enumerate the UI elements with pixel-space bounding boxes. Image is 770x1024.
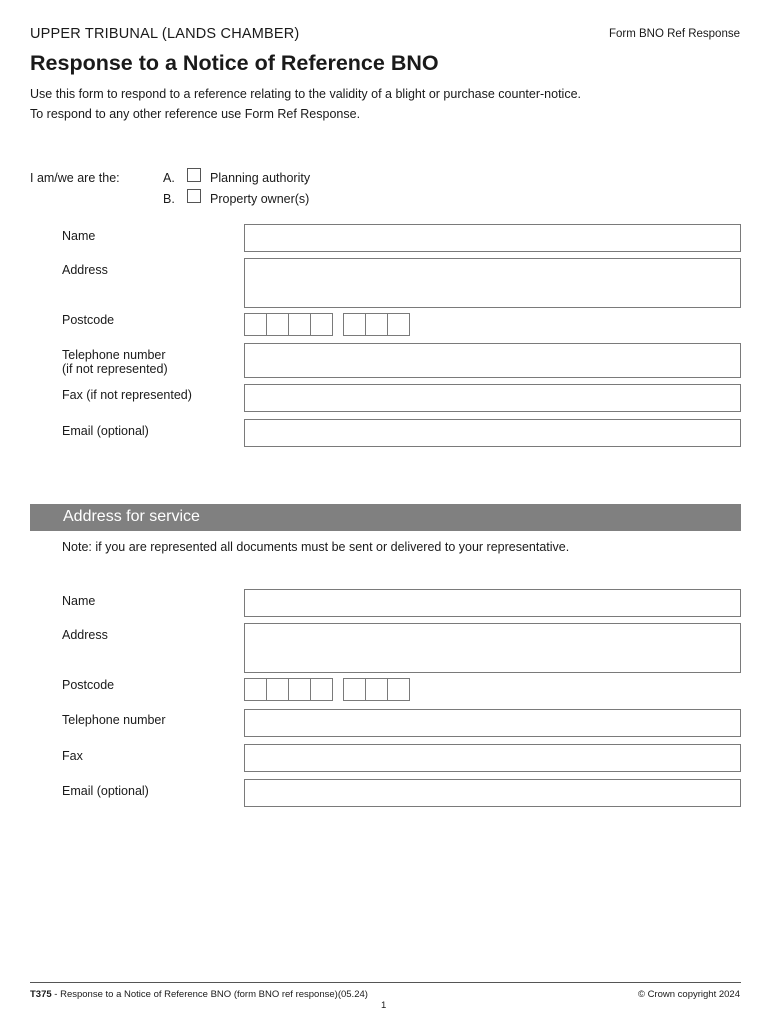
name-field[interactable] — [244, 224, 741, 252]
tribunal-name: UPPER TRIBUNAL (LANDS CHAMBER) — [30, 26, 300, 42]
intro-line-1: Use this form to respond to a reference relating to the validity of a blight or purchase counter-notice. — [30, 87, 581, 101]
service-note: Note: if you are represented all documents must be sent or delivered to your representative. — [62, 540, 570, 554]
role-label: I am/we are the: — [30, 171, 120, 185]
footer-form-description: - Response to a Notice of Reference BNO (form BNO ref response)(05.24) — [51, 989, 368, 1000]
address-field[interactable] — [244, 258, 741, 308]
property-owner-checkbox[interactable] — [187, 189, 201, 203]
footer-form-code: T375 — [30, 989, 52, 1000]
service-section-title: Address for service — [63, 508, 200, 525]
service-address-field[interactable] — [244, 623, 741, 673]
role-option-b-letter: B. — [163, 192, 175, 206]
service-fax-label: Fax — [62, 749, 83, 763]
role-option-a-letter: A. — [163, 171, 175, 185]
telephone-sublabel: (if not represented) — [62, 362, 168, 376]
service-telephone-label: Telephone number — [62, 713, 166, 727]
form-reference: Form BNO Ref Response — [608, 28, 740, 40]
footer-divider — [30, 982, 741, 983]
address-label: Address — [62, 263, 108, 277]
name-label: Name — [62, 229, 96, 243]
page-title: Response to a Notice of Reference BNO — [30, 51, 439, 75]
telephone-field[interactable] — [244, 343, 741, 378]
copyright-notice: © Crown copyright 2024 — [637, 989, 740, 1000]
postcode-inward-field[interactable] — [343, 313, 410, 336]
intro-text — [30, 85, 581, 124]
footer-form-info — [30, 989, 368, 1000]
telephone-label: Telephone number — [62, 348, 166, 362]
fax-field[interactable] — [244, 384, 741, 412]
email-label: Email (optional) — [62, 424, 149, 438]
role-option-b-label: Property owner(s) — [210, 192, 310, 206]
service-fax-field[interactable] — [244, 744, 741, 772]
fax-label: Fax (if not represented) — [62, 388, 192, 402]
service-email-label: Email (optional) — [62, 784, 149, 798]
postcode-label: Postcode — [62, 313, 115, 327]
service-postcode-inward-field[interactable] — [343, 678, 410, 701]
intro-line-2: To respond to any other reference use Form Ref Response. — [30, 106, 361, 121]
service-postcode-outward-field[interactable] — [244, 678, 333, 701]
page-number: 1 — [381, 1000, 387, 1011]
service-telephone-field[interactable] — [244, 709, 741, 737]
role-option-a-label: Planning authority — [210, 171, 311, 185]
postcode-outward-field[interactable] — [244, 313, 333, 336]
service-email-field[interactable] — [244, 779, 741, 807]
service-postcode-label: Postcode — [62, 678, 115, 692]
planning-authority-checkbox[interactable] — [187, 168, 201, 182]
email-field[interactable] — [244, 419, 741, 447]
service-name-field[interactable] — [244, 589, 741, 617]
service-name-label: Name — [62, 594, 96, 608]
service-address-label: Address — [62, 628, 108, 642]
